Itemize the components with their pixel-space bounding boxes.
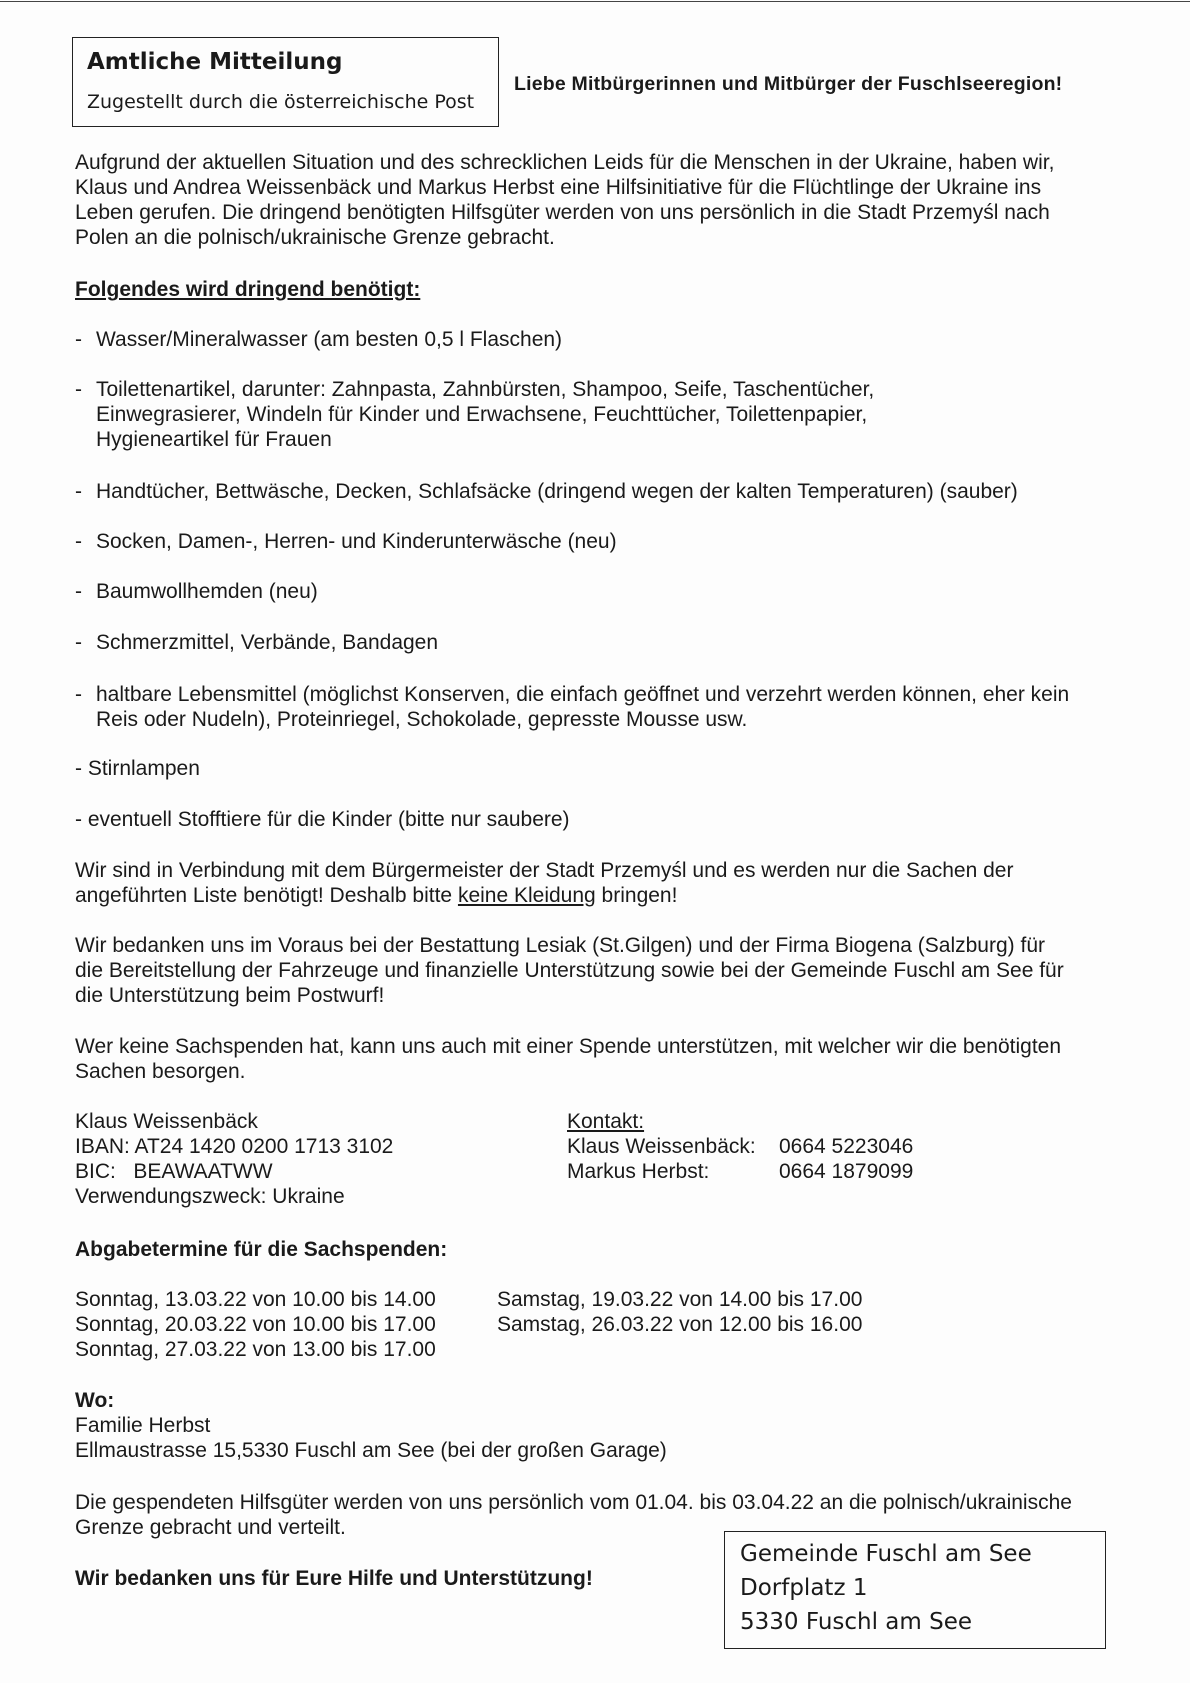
- recipient-city: 5330 Fuschl am See: [740, 1609, 973, 1635]
- list-item-line: Schmerzmittel, Verbände, Bandagen: [96, 631, 439, 654]
- account-holder: Klaus Weissenbäck: [75, 1110, 258, 1133]
- delivery-line: Grenze gebracht und verteilt.: [75, 1516, 346, 1539]
- dates-right-column: [497, 1287, 917, 1337]
- dates-heading: Abgabetermine für die Sachspenden:: [75, 1238, 448, 1261]
- contact-row: [567, 1159, 987, 1184]
- bic: BIC: BEAWAATWW: [75, 1160, 273, 1183]
- location-block: [75, 1388, 975, 1463]
- contact-block: [567, 1109, 987, 1184]
- list-dash: -: [75, 378, 82, 401]
- list-dash: -: [75, 631, 82, 654]
- dates-left-column: [75, 1287, 495, 1362]
- greeting: Liebe Mitbürgerinnen und Mitbürger der Fuschlseeregion!: [514, 73, 1063, 95]
- extra-item: - Stirnlampen: [75, 757, 200, 780]
- list-item-line: Wasser/Mineralwasser (am besten 0,5 l Flaschen): [96, 328, 563, 351]
- contact-phone: 0664 5223046: [779, 1135, 914, 1158]
- list-item-line: Reis oder Nudeln), Proteinriegel, Schokolade, gepresste Mousse usw.: [96, 708, 748, 731]
- list-item-line: Toilettenartikel, darunter: Zahnpasta, Zahnbürsten, Shampoo, Seife, Taschentücher,: [96, 378, 875, 401]
- delivery-line: Die gespendeten Hilfsgüter werden von uns persönlich vom 01.04. bis 03.04.22 an die polnisch/ukrainische: [75, 1491, 1072, 1514]
- contact-heading: Kontakt:: [567, 1110, 645, 1133]
- list-item-line: Socken, Damen-, Herren- und Kinderunterwäsche (neu): [96, 530, 617, 553]
- thanks-line: die Bereitstellung der Fahrzeuge und finanzielle Unterstützung sowie bei der Gemeinde Fuschl am See für: [75, 959, 1064, 982]
- date-entry: Sonntag, 20.03.22 von 10.00 bis 17.00: [75, 1313, 436, 1336]
- intro-line: Polen an die polnisch/ukrainische Grenze gebracht.: [75, 226, 555, 249]
- date-entry: Samstag, 26.03.22 von 12.00 bis 16.00: [497, 1313, 863, 1336]
- location-heading: Wo:: [75, 1389, 115, 1412]
- contact-note-line: Wir sind in Verbindung mit dem Bürgermeister der Stadt Przemyśl und es werden nur die Sachen der: [75, 859, 1014, 882]
- payment-reference: Verwendungszweck: Ukraine: [75, 1185, 345, 1208]
- donation-line: Wer keine Sachspenden hat, kann uns auch mit einer Spende unterstützen, mit welcher wir die benötigten: [75, 1035, 1062, 1058]
- closing-thanks: Wir bedanken uns für Eure Hilfe und Unterstützung!: [75, 1567, 593, 1590]
- date-entry: Samstag, 19.03.22 von 14.00 bis 17.00: [497, 1288, 863, 1311]
- intro-line: Aufgrund der aktuellen Situation und des schrecklichen Leids für die Menschen in der Ukraine, haben wir,: [75, 151, 1055, 174]
- top-border-line: [0, 1, 1190, 2]
- date-entry: Sonntag, 27.03.22 von 13.00 bis 17.00: [75, 1338, 436, 1361]
- contact-note-text: angeführten Liste benötigt! Deshalb bitte: [75, 884, 458, 907]
- contact-name: Markus Herbst:: [567, 1160, 710, 1183]
- contact-note-text: bringen!: [595, 884, 678, 907]
- official-notice-title: Amtliche Mitteilung: [87, 49, 343, 75]
- recipient-street: Dorfplatz 1: [740, 1575, 868, 1601]
- recipient-name: Gemeinde Fuschl am See: [740, 1541, 1032, 1567]
- intro-line: Leben gerufen. Die dringend benötigten Hilfsgüter werden von uns persönlich in die Stadt Przemyśl nach: [75, 201, 1050, 224]
- iban: IBAN: AT24 1420 0200 1713 3102: [75, 1135, 394, 1158]
- list-item-line: Baumwollhemden (neu): [96, 580, 318, 603]
- contact-note-line: [75, 883, 1115, 908]
- official-notice-box: [72, 37, 499, 127]
- location-name: Familie Herbst: [75, 1414, 211, 1437]
- bank-details: [75, 1109, 545, 1209]
- donation-line: Sachen besorgen.: [75, 1060, 246, 1083]
- no-clothing-emphasis: keine Kleidung: [457, 884, 596, 907]
- contact-phone: 0664 1879099: [779, 1160, 914, 1183]
- thanks-line: die Unterstützung beim Postwurf!: [75, 984, 385, 1007]
- list-dash: -: [75, 580, 82, 603]
- intro-paragraph: [75, 150, 1115, 250]
- needs-heading: Folgendes wird dringend benötigt:: [75, 278, 421, 301]
- contact-name: Klaus Weissenbäck:: [567, 1135, 756, 1158]
- thanks-line: Wir bedanken uns im Voraus bei der Bestattung Lesiak (St.Gilgen) und der Firma Biogena (Salzburg) für: [75, 934, 1045, 957]
- contact-note-paragraph: [75, 858, 1115, 908]
- contact-row: [567, 1134, 987, 1159]
- list-dash: -: [75, 683, 82, 706]
- official-notice-subtitle: Zugestellt durch die österreichische Post: [87, 91, 475, 113]
- recipient-address-box: [724, 1531, 1106, 1649]
- extra-item: - eventuell Stofftiere für die Kinder (bitte nur saubere): [75, 808, 570, 831]
- list-item-line: haltbare Lebensmittel (möglichst Konserven, die einfach geöffnet und verzehrt werden können, eher kein: [96, 683, 1070, 706]
- date-entry: Sonntag, 13.03.22 von 10.00 bis 14.00: [75, 1288, 436, 1311]
- list-item-line: Handtücher, Bettwäsche, Decken, Schlafsäcke (dringend wegen der kalten Temperaturen) (sauber): [96, 480, 1018, 503]
- list-item-line: Einwegrasierer, Windeln für Kinder und Erwachsene, Feuchttücher, Toilettenpapier,: [96, 403, 868, 426]
- intro-line: Klaus und Andrea Weissenbäck und Markus Herbst eine Hilfsinitiative für die Flüchtlinge der Ukraine ins: [75, 176, 1042, 199]
- donation-paragraph: [75, 1034, 1115, 1084]
- list-dash: -: [75, 328, 82, 351]
- location-address: Ellmaustrasse 15,5330 Fuschl am See (bei der großen Garage): [75, 1439, 667, 1462]
- list-dash: -: [75, 480, 82, 503]
- list-item-line: Hygieneartikel für Frauen: [96, 428, 332, 451]
- thanks-paragraph: [75, 933, 1115, 1008]
- list-dash: -: [75, 530, 82, 553]
